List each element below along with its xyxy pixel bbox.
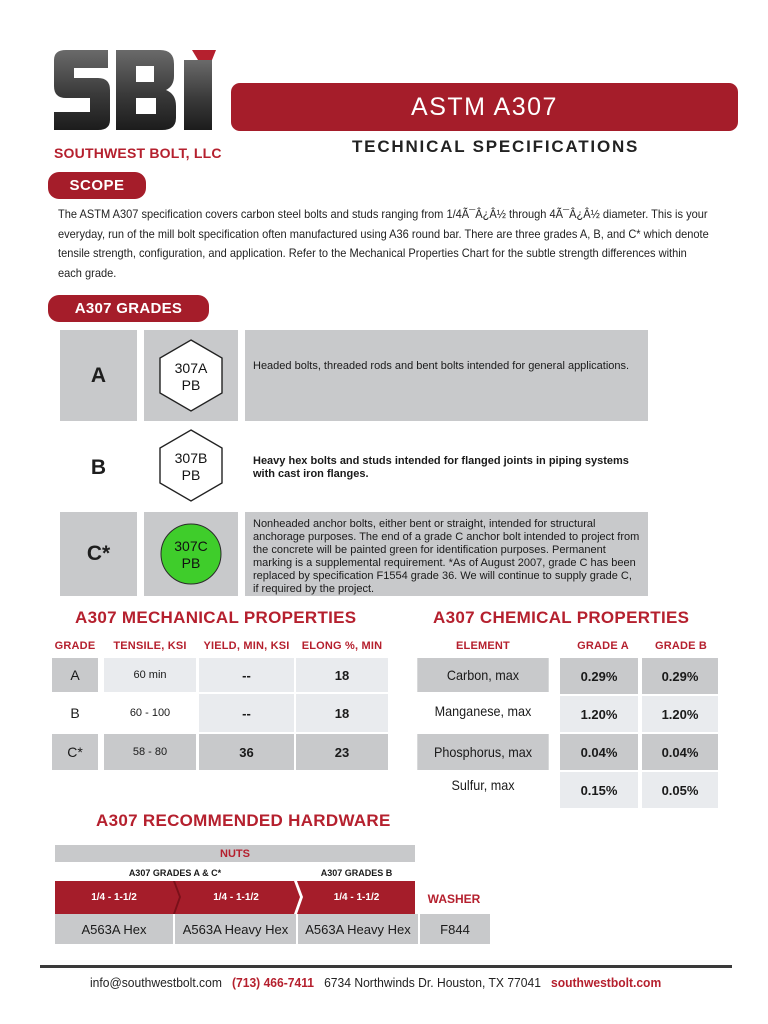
page-subtitle: TECHNICAL SPECIFICATIONS: [352, 137, 640, 156]
hardware-value: F844: [420, 914, 490, 944]
footer-email[interactable]: info@southwestbolt.com: [90, 975, 222, 990]
hardware-value: A563A Hex: [55, 914, 173, 944]
grade-letter: A: [60, 330, 137, 421]
footer-phone[interactable]: (713) 466-7411: [231, 975, 314, 990]
chem-cell: Sulfur, max: [451, 777, 515, 793]
grade-description: Heavy hex bolts and studs intended for flanged joints in piping systems with cast iron flanges.: [253, 454, 629, 480]
chem-cell: 0.29%: [560, 658, 638, 694]
grade-description: Headed bolts, threaded rods and bent bolts intended for general applications.: [245, 330, 648, 421]
hardware-value: A563A Heavy Hex: [298, 914, 418, 944]
title-banner: ASTM A307: [231, 83, 738, 131]
size-range: 1/4 - 1-1/2: [333, 892, 380, 903]
sbi-logo: [52, 46, 222, 134]
footer-contact: [90, 975, 661, 990]
chemical-title: A307 CHEMICAL PROPERTIES: [433, 608, 690, 627]
scope-text: The ASTM A307 specification covers carbon steel bolts and studs ranging from 1/4Ã¯Â¿Â½ through 4Ã¯Â¿Â½ diameter. This is your everyday, run of the mill bolt specification often manufactured using A36 round bar. There are three grades A, B, and C* which denote tensile strength, configuration, and application. Refer to the Mechanical Properties Chart for the subtle strength differences within each grade.: [58, 207, 709, 280]
hardware-title: A307 RECOMMENDED HARDWARE: [96, 811, 391, 830]
mech-header-elong: ELONG %, MIN: [301, 640, 383, 652]
footer-address: 6734 Northwinds Dr. Houston, TX 77041: [324, 975, 541, 990]
footer-divider: [40, 965, 732, 968]
group-b-header: A307 GRADES B: [320, 867, 393, 878]
group-a-c-header: A307 GRADES A & C*: [128, 867, 222, 878]
mark-bottom: PB: [181, 467, 201, 483]
mech-cell: C*: [52, 734, 98, 770]
mech-cell: --: [199, 694, 294, 732]
chem-cell: 1.20%: [642, 696, 718, 732]
company-name: SOUTHWEST BOLT, LLC: [54, 145, 222, 161]
mech-header-yield: YIELD, MIN, KSI: [203, 640, 290, 652]
anchor-end-mark-icon: [144, 512, 238, 596]
chem-header-grade-a: GRADE A: [577, 640, 629, 652]
grade-row-a: [60, 330, 648, 421]
hardware-value: A563A Heavy Hex: [175, 914, 296, 944]
mech-cell: --: [199, 658, 294, 692]
chem-header-grade-b: GRADE B: [654, 640, 708, 652]
mech-cell: 60 min: [104, 658, 196, 692]
mark-top: 307A: [174, 360, 208, 376]
scope-label: SCOPE: [48, 172, 146, 199]
grade-row-c: [60, 512, 648, 596]
chem-cell: 0.04%: [642, 734, 718, 770]
chem-cell: 1.20%: [560, 696, 638, 732]
mech-cell: B: [70, 705, 80, 721]
chem-cell: Phosphorus, max: [417, 734, 548, 770]
mech-header-grade: GRADE: [54, 640, 96, 652]
mark-bottom: PB: [181, 377, 201, 393]
hex-head-mark-icon: [144, 422, 238, 513]
grade-letter: C*: [60, 512, 137, 596]
chem-cell: Carbon, max: [417, 658, 548, 692]
washer-header: WASHER: [427, 892, 481, 906]
chem-header-element: ELEMENT: [456, 640, 510, 652]
footer-website[interactable]: southwestbolt.com: [551, 975, 662, 990]
mech-cell: A: [52, 658, 98, 692]
hex-head-mark-icon: [144, 330, 238, 421]
chem-cell: Manganese, max: [434, 703, 532, 719]
mechanical-title: A307 MECHANICAL PROPERTIES: [75, 608, 357, 627]
mech-cell: 60 - 100: [129, 707, 171, 719]
chem-cell: 0.15%: [560, 772, 638, 808]
mech-cell: 18: [296, 694, 388, 732]
mark-top: 307B: [174, 450, 208, 466]
mech-cell: 36: [199, 734, 294, 770]
mech-cell: 58 - 80: [104, 734, 196, 770]
nuts-header: NUTS: [55, 845, 415, 862]
mark-top: 307C: [174, 538, 208, 554]
mech-cell: 18: [296, 658, 388, 692]
size-range: 1/4 - 1-1/2: [213, 892, 259, 903]
chem-cell: 0.05%: [642, 772, 718, 808]
grade-row-b: [60, 422, 648, 513]
mark-bottom: PB: [181, 555, 201, 571]
mech-header-tensile: TENSILE, KSI: [113, 640, 187, 652]
size-range: 1/4 - 1-1/2: [91, 892, 137, 903]
mech-cell: 23: [296, 734, 388, 770]
grade-description: Nonheaded anchor bolts, either bent or straight, intended for structural anchorage purposes. The end of a grade C anchor bolt intended to project from the concrete will be painted green for identification purposes. Permanent marking is a supplemental requirement. *As of August 2007, grade C has been replaced by specification F1554 grade 36. We will continue to supply grade C, if required by the project.: [245, 512, 648, 596]
chem-cell: 0.04%: [560, 734, 638, 770]
chem-cell: 0.29%: [642, 658, 718, 694]
grade-letter: B: [90, 455, 107, 479]
grades-label: A307 GRADES: [48, 295, 209, 322]
